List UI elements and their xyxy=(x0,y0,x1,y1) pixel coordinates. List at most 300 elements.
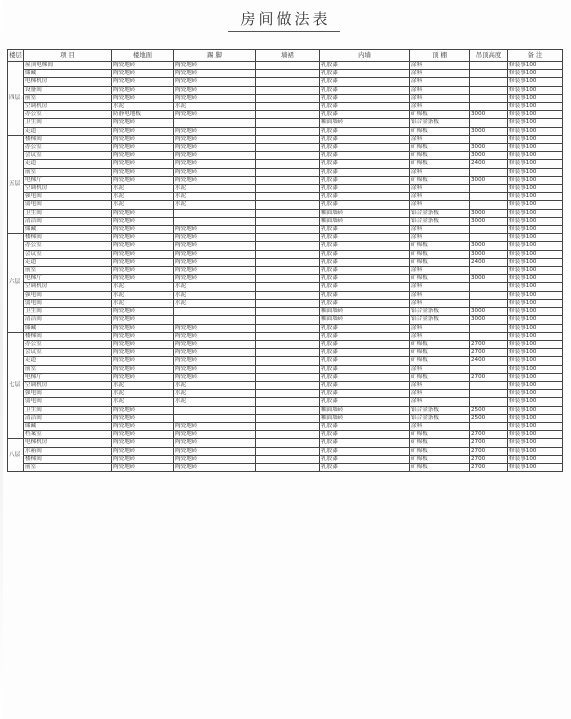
table-cell: 陶瓷地砖 xyxy=(112,316,174,324)
table-cell: 乳胶漆 xyxy=(320,144,410,152)
table-cell xyxy=(256,86,320,94)
table-cell: 陶瓷地砖 xyxy=(112,406,174,414)
table-cell xyxy=(256,135,320,143)
table-cell: 陶瓷地砖 xyxy=(174,135,256,143)
table-cell: 陶瓷地砖 xyxy=(112,86,174,94)
table-cell: 修装事100 xyxy=(508,217,563,225)
table-cell: 电梯厅 xyxy=(24,373,112,381)
table-cell: 涂料 xyxy=(410,168,470,176)
table-cell: 乳胶漆 xyxy=(320,422,410,430)
table-cell: 强电间 xyxy=(24,193,112,201)
table-cell: 电梯厅 xyxy=(24,176,112,184)
table-cell: 修装事100 xyxy=(508,250,563,258)
table-cell: 涂料 xyxy=(410,234,470,242)
table-cell: 设备间 xyxy=(24,86,112,94)
table-cell: 水泥 xyxy=(174,390,256,398)
table-cell: 2700 xyxy=(470,373,508,381)
table-cell xyxy=(470,283,508,291)
table-cell: 乳胶漆 xyxy=(320,127,410,135)
table-cell xyxy=(470,299,508,307)
table-cell: 屋顶电梯间 xyxy=(24,62,112,70)
table-row xyxy=(8,86,563,94)
table-cell: 2700 xyxy=(470,463,508,471)
table-cell: 乳胶漆 xyxy=(320,463,410,471)
table-cell xyxy=(256,431,320,439)
table-cell: 陶瓷地砖 xyxy=(174,242,256,250)
table-cell: 乳胶漆 xyxy=(320,226,410,234)
table-cell xyxy=(470,185,508,193)
table-cell xyxy=(256,78,320,86)
table-cell: 乳胶漆 xyxy=(320,324,410,332)
table-cell xyxy=(174,406,256,414)
table-cell: 乳胶漆 xyxy=(320,103,410,111)
table-cell: 楼梯间 xyxy=(24,234,112,242)
table-cell xyxy=(256,422,320,430)
table-cell: 乳胶漆 xyxy=(320,62,410,70)
table-cell: 铝合金条板 xyxy=(410,316,470,324)
column-header: 项 目 xyxy=(24,50,112,62)
table-cell: 空调机房 xyxy=(24,185,112,193)
table-cell: 乳胶漆 xyxy=(320,78,410,86)
table-cell xyxy=(256,316,320,324)
table-cell xyxy=(256,144,320,152)
table-cell xyxy=(256,111,320,119)
table-cell: 陶瓷地砖 xyxy=(112,258,174,266)
table-cell xyxy=(470,62,508,70)
table-cell: 乳胶漆 xyxy=(320,234,410,242)
table-cell: 清洁间 xyxy=(24,316,112,324)
table-cell: 2700 xyxy=(470,447,508,455)
table-cell: 走道 xyxy=(24,160,112,168)
table-cell: 矿棉板 xyxy=(410,152,470,160)
table-cell: 修装事100 xyxy=(508,185,563,193)
table-cell: 修装事100 xyxy=(508,127,563,135)
table-row xyxy=(8,111,563,119)
table-cell xyxy=(174,308,256,316)
table-cell: 前室 xyxy=(24,463,112,471)
table-cell: 乳胶漆 xyxy=(320,258,410,266)
table-cell: 陶瓷地砖 xyxy=(174,455,256,463)
table-cell xyxy=(470,70,508,78)
table-cell: 陶瓷地砖 xyxy=(174,152,256,160)
table-cell: 修装事100 xyxy=(508,168,563,176)
table-cell: 陶瓷地砖 xyxy=(112,357,174,365)
table-cell: 乳胶漆 xyxy=(320,439,410,447)
title-underline xyxy=(228,31,340,32)
table-cell: 前室 xyxy=(24,168,112,176)
table-cell: 陶瓷地砖 xyxy=(174,176,256,184)
floor-cell: 四层 xyxy=(8,62,24,136)
table-row xyxy=(8,176,563,184)
table-cell: 空调机房 xyxy=(24,381,112,389)
table-cell: 乳胶漆 xyxy=(320,283,410,291)
column-header: 墙裙 xyxy=(256,50,320,62)
table-cell: 储藏 xyxy=(24,70,112,78)
table-cell: 3000 xyxy=(470,316,508,324)
table-cell: 乳胶漆 xyxy=(320,299,410,307)
table-row xyxy=(8,299,563,307)
table-cell: 走道 xyxy=(24,127,112,135)
table-cell: 陶瓷地砖 xyxy=(174,70,256,78)
table-cell: 乳胶漆 xyxy=(320,160,410,168)
table-cell: 水泥 xyxy=(112,193,174,201)
table-cell: 陶瓷地砖 xyxy=(112,127,174,135)
table-cell: 修装事100 xyxy=(508,349,563,357)
table-cell: 修装事100 xyxy=(508,234,563,242)
table-cell: 釉面墙砖 xyxy=(320,414,410,422)
table-cell xyxy=(256,94,320,102)
table-cell: 涂料 xyxy=(410,135,470,143)
table-cell xyxy=(470,291,508,299)
table-cell: 修装事100 xyxy=(508,381,563,389)
table-cell: 修装事100 xyxy=(508,308,563,316)
table-cell xyxy=(256,463,320,471)
table-cell: 陶瓷地砖 xyxy=(112,308,174,316)
table-row xyxy=(8,390,563,398)
table-cell: 楼梯间 xyxy=(24,135,112,143)
table-cell: 乳胶漆 xyxy=(320,332,410,340)
table-cell: 铝合金条板 xyxy=(410,209,470,217)
table-row xyxy=(8,127,563,135)
table-cell xyxy=(470,398,508,406)
table-cell: 修装事100 xyxy=(508,103,563,111)
table-cell: 2700 xyxy=(470,431,508,439)
table-cell: 楼梯间 xyxy=(24,455,112,463)
table-cell: 楼梯间 xyxy=(24,332,112,340)
table-row xyxy=(8,160,563,168)
table-row xyxy=(8,185,563,193)
table-cell: 3000 xyxy=(470,144,508,152)
table-cell: 陶瓷地砖 xyxy=(112,439,174,447)
table-cell xyxy=(256,226,320,234)
table-row xyxy=(8,357,563,365)
table-cell: 3000 xyxy=(470,242,508,250)
table-cell xyxy=(256,127,320,135)
table-cell: 修装事100 xyxy=(508,406,563,414)
table-cell: 修装事100 xyxy=(508,226,563,234)
table-row xyxy=(8,193,563,201)
table-cell: 陶瓷地砖 xyxy=(112,94,174,102)
table-row xyxy=(8,431,563,439)
table-cell: 矿棉板 xyxy=(410,275,470,283)
table-cell: 陶瓷地砖 xyxy=(174,332,256,340)
table-cell: 乳胶漆 xyxy=(320,185,410,193)
table-cell: 修装事100 xyxy=(508,152,563,160)
table-cell: 储藏 xyxy=(24,324,112,332)
table-cell: 乳胶漆 xyxy=(320,267,410,275)
table-cell xyxy=(256,258,320,266)
table-cell: 修装事100 xyxy=(508,390,563,398)
table-cell: 修装事100 xyxy=(508,291,563,299)
table-cell: 修装事100 xyxy=(508,144,563,152)
table-cell: 乳胶漆 xyxy=(320,398,410,406)
table-cell: 空调机房 xyxy=(24,283,112,291)
table-cell: 修装事100 xyxy=(508,94,563,102)
table-cell xyxy=(470,168,508,176)
table-cell: 办公室 xyxy=(24,242,112,250)
table-row xyxy=(8,340,563,348)
table-cell xyxy=(256,185,320,193)
table-cell: 陶瓷地砖 xyxy=(174,349,256,357)
table-cell xyxy=(256,340,320,348)
table-cell: 水泥 xyxy=(112,291,174,299)
table-cell: 涂料 xyxy=(410,381,470,389)
table-row xyxy=(8,103,563,111)
table-cell xyxy=(256,168,320,176)
table-cell: 修装事100 xyxy=(508,275,563,283)
table-cell: 矿棉板 xyxy=(410,357,470,365)
table-cell xyxy=(256,390,320,398)
table-row xyxy=(8,258,563,266)
table-row xyxy=(8,168,563,176)
table-cell: 陶瓷地砖 xyxy=(112,431,174,439)
table-cell: 修装事100 xyxy=(508,258,563,266)
table-cell: 陶瓷地砖 xyxy=(174,144,256,152)
table-cell: 铝合金条板 xyxy=(410,308,470,316)
table-cell: 陶瓷地砖 xyxy=(112,119,174,127)
table-cell: 陶瓷地砖 xyxy=(174,250,256,258)
table-cell xyxy=(470,78,508,86)
table-cell: 涂料 xyxy=(410,201,470,209)
table-cell: 陶瓷地砖 xyxy=(174,62,256,70)
table-cell xyxy=(256,119,320,127)
table-row xyxy=(8,308,563,316)
table-cell: 铝合金条板 xyxy=(410,414,470,422)
table-cell: 矿棉板 xyxy=(410,439,470,447)
table-row xyxy=(8,234,563,242)
table-cell: 涂料 xyxy=(410,62,470,70)
table-cell xyxy=(470,193,508,201)
table-row xyxy=(8,267,563,275)
table-cell: 矿棉板 xyxy=(410,455,470,463)
table-cell: 卫生间 xyxy=(24,308,112,316)
table-cell: 电梯机房 xyxy=(24,439,112,447)
table-cell: 修装事100 xyxy=(508,242,563,250)
table-cell: 修装事100 xyxy=(508,373,563,381)
table-cell xyxy=(256,291,320,299)
table-cell: 清洁间 xyxy=(24,217,112,225)
table-row xyxy=(8,291,563,299)
table-cell: 2700 xyxy=(470,340,508,348)
table-row xyxy=(8,439,563,447)
table-cell xyxy=(174,316,256,324)
column-header: 吊顶高度 xyxy=(470,50,508,62)
table-cell: 修装事100 xyxy=(508,414,563,422)
table-cell xyxy=(174,209,256,217)
table-row xyxy=(8,226,563,234)
table-cell: 陶瓷地砖 xyxy=(174,267,256,275)
table-cell xyxy=(174,119,256,127)
table-cell: 矿棉板 xyxy=(410,111,470,119)
table-cell: 办公室 xyxy=(24,111,112,119)
table-cell: 修装事100 xyxy=(508,422,563,430)
table-cell: 水箱间 xyxy=(24,447,112,455)
table-cell xyxy=(256,373,320,381)
table-cell: 弱电间 xyxy=(24,299,112,307)
table-cell: 陶瓷地砖 xyxy=(174,258,256,266)
table-cell: 釉面墙砖 xyxy=(320,406,410,414)
column-header: 顶 棚 xyxy=(410,50,470,62)
table-cell: 陶瓷地砖 xyxy=(112,242,174,250)
table-cell: 3000 xyxy=(470,152,508,160)
table-cell: 乳胶漆 xyxy=(320,291,410,299)
table-cell: 陶瓷地砖 xyxy=(112,217,174,225)
table-cell: 涂料 xyxy=(410,365,470,373)
table-cell: 水泥 xyxy=(174,299,256,307)
table-cell: 乳胶漆 xyxy=(320,201,410,209)
table-cell: 陶瓷地砖 xyxy=(174,357,256,365)
table-cell: 涂料 xyxy=(410,324,470,332)
table-cell: 修装事100 xyxy=(508,439,563,447)
table-cell: 乳胶漆 xyxy=(320,431,410,439)
table-row xyxy=(8,275,563,283)
table-row xyxy=(8,316,563,324)
table-cell: 陶瓷地砖 xyxy=(112,349,174,357)
table-cell: 修装事100 xyxy=(508,455,563,463)
table-cell: 3000 xyxy=(470,308,508,316)
table-row xyxy=(8,119,563,127)
table-cell: 涂料 xyxy=(410,291,470,299)
page-title: 房间做法表 xyxy=(240,10,331,28)
table-row xyxy=(8,455,563,463)
table-cell: 走道 xyxy=(24,357,112,365)
table-cell: 乳胶漆 xyxy=(320,152,410,160)
table-cell: 修装事100 xyxy=(508,70,563,78)
table-cell xyxy=(256,176,320,184)
table-cell: 陶瓷地砖 xyxy=(174,168,256,176)
table-cell: 陶瓷地砖 xyxy=(174,160,256,168)
table-cell xyxy=(256,103,320,111)
table-row xyxy=(8,209,563,217)
table-cell xyxy=(256,62,320,70)
table-cell: 弱电间 xyxy=(24,398,112,406)
table-cell: 陶瓷地砖 xyxy=(174,373,256,381)
table-cell: 涂料 xyxy=(410,332,470,340)
table-cell: 陶瓷地砖 xyxy=(174,127,256,135)
table-cell: 矿棉板 xyxy=(410,373,470,381)
table-cell: 修装事100 xyxy=(508,431,563,439)
table-cell: 前室 xyxy=(24,365,112,373)
table-cell: 乳胶漆 xyxy=(320,70,410,78)
floor-cell: 八层 xyxy=(8,439,24,472)
table-cell: 储藏 xyxy=(24,226,112,234)
table-cell: 涂料 xyxy=(410,422,470,430)
table-cell xyxy=(256,455,320,463)
table-cell: 涂料 xyxy=(410,226,470,234)
table-cell: 水泥 xyxy=(112,299,174,307)
table-cell: 矿棉板 xyxy=(410,349,470,357)
table-cell xyxy=(256,299,320,307)
table-row xyxy=(8,447,563,455)
table-cell: 电梯机房 xyxy=(24,78,112,86)
table-cell: 卫生间 xyxy=(24,209,112,217)
table-cell: 修装事100 xyxy=(508,398,563,406)
table-cell: 陶瓷地砖 xyxy=(112,250,174,258)
table-cell xyxy=(256,349,320,357)
table-cell: 乳胶漆 xyxy=(320,94,410,102)
table-cell: 乳胶漆 xyxy=(320,365,410,373)
table-cell: 陶瓷地砖 xyxy=(112,135,174,143)
table-cell: 水泥 xyxy=(174,193,256,201)
table-cell: 陶瓷地砖 xyxy=(174,86,256,94)
table-cell: 乳胶漆 xyxy=(320,390,410,398)
table-cell: 涂料 xyxy=(410,267,470,275)
finish-schedule-table xyxy=(7,49,563,472)
table-cell xyxy=(256,267,320,275)
table-cell: 陶瓷地砖 xyxy=(174,111,256,119)
table-cell xyxy=(470,234,508,242)
table-cell: 矿棉板 xyxy=(410,144,470,152)
table-cell: 陶瓷地砖 xyxy=(112,340,174,348)
table-cell xyxy=(256,324,320,332)
table-cell: 陶瓷地砖 xyxy=(112,226,174,234)
table-cell: 修装事100 xyxy=(508,283,563,291)
table-cell: 会议室 xyxy=(24,250,112,258)
table-cell: 档案室 xyxy=(24,431,112,439)
table-cell: 空调机房 xyxy=(24,103,112,111)
table-cell: 3000 xyxy=(470,209,508,217)
table-cell: 水泥 xyxy=(174,103,256,111)
table-cell: 修装事100 xyxy=(508,365,563,373)
table-cell: 乳胶漆 xyxy=(320,349,410,357)
table-cell: 电梯厅 xyxy=(24,275,112,283)
table-cell xyxy=(256,447,320,455)
table-cell: 防静电地板 xyxy=(112,111,174,119)
table-cell: 矿棉板 xyxy=(410,340,470,348)
table-cell xyxy=(470,422,508,430)
table-cell xyxy=(256,381,320,389)
table-cell: 强电间 xyxy=(24,291,112,299)
table-cell: 陶瓷地砖 xyxy=(112,373,174,381)
table-cell: 陶瓷地砖 xyxy=(112,78,174,86)
table-cell: 乳胶漆 xyxy=(320,373,410,381)
table-cell: 修装事100 xyxy=(508,201,563,209)
table-row xyxy=(8,365,563,373)
table-cell: 水泥 xyxy=(112,283,174,291)
table-cell: 陶瓷地砖 xyxy=(112,144,174,152)
table-cell: 2700 xyxy=(470,349,508,357)
table-cell: 涂料 xyxy=(410,398,470,406)
table-cell: 铝合金条板 xyxy=(410,217,470,225)
table-cell: 矿棉板 xyxy=(410,258,470,266)
table-cell: 乳胶漆 xyxy=(320,111,410,119)
table-cell: 釉面墙砖 xyxy=(320,209,410,217)
table-cell: 修装事100 xyxy=(508,447,563,455)
table-cell: 乳胶漆 xyxy=(320,86,410,94)
table-cell xyxy=(470,135,508,143)
table-cell: 修装事100 xyxy=(508,78,563,86)
table-cell: 2400 xyxy=(470,357,508,365)
table-cell xyxy=(256,332,320,340)
table-cell: 修装事100 xyxy=(508,299,563,307)
table-cell: 卫生间 xyxy=(24,119,112,127)
table-cell xyxy=(256,250,320,258)
table-cell: 陶瓷地砖 xyxy=(112,168,174,176)
table-cell: 陶瓷地砖 xyxy=(174,324,256,332)
table-cell: 清洁间 xyxy=(24,414,112,422)
table-row xyxy=(8,144,563,152)
table-row xyxy=(8,349,563,357)
table-cell: 陶瓷地砖 xyxy=(112,62,174,70)
table-cell: 修装事100 xyxy=(508,332,563,340)
table-cell: 陶瓷地砖 xyxy=(112,160,174,168)
table-cell: 矿棉板 xyxy=(410,160,470,168)
table-cell: 涂料 xyxy=(410,185,470,193)
table-row xyxy=(8,283,563,291)
table-row xyxy=(8,373,563,381)
table-cell: 修装事100 xyxy=(508,86,563,94)
table-cell: 水泥 xyxy=(174,201,256,209)
